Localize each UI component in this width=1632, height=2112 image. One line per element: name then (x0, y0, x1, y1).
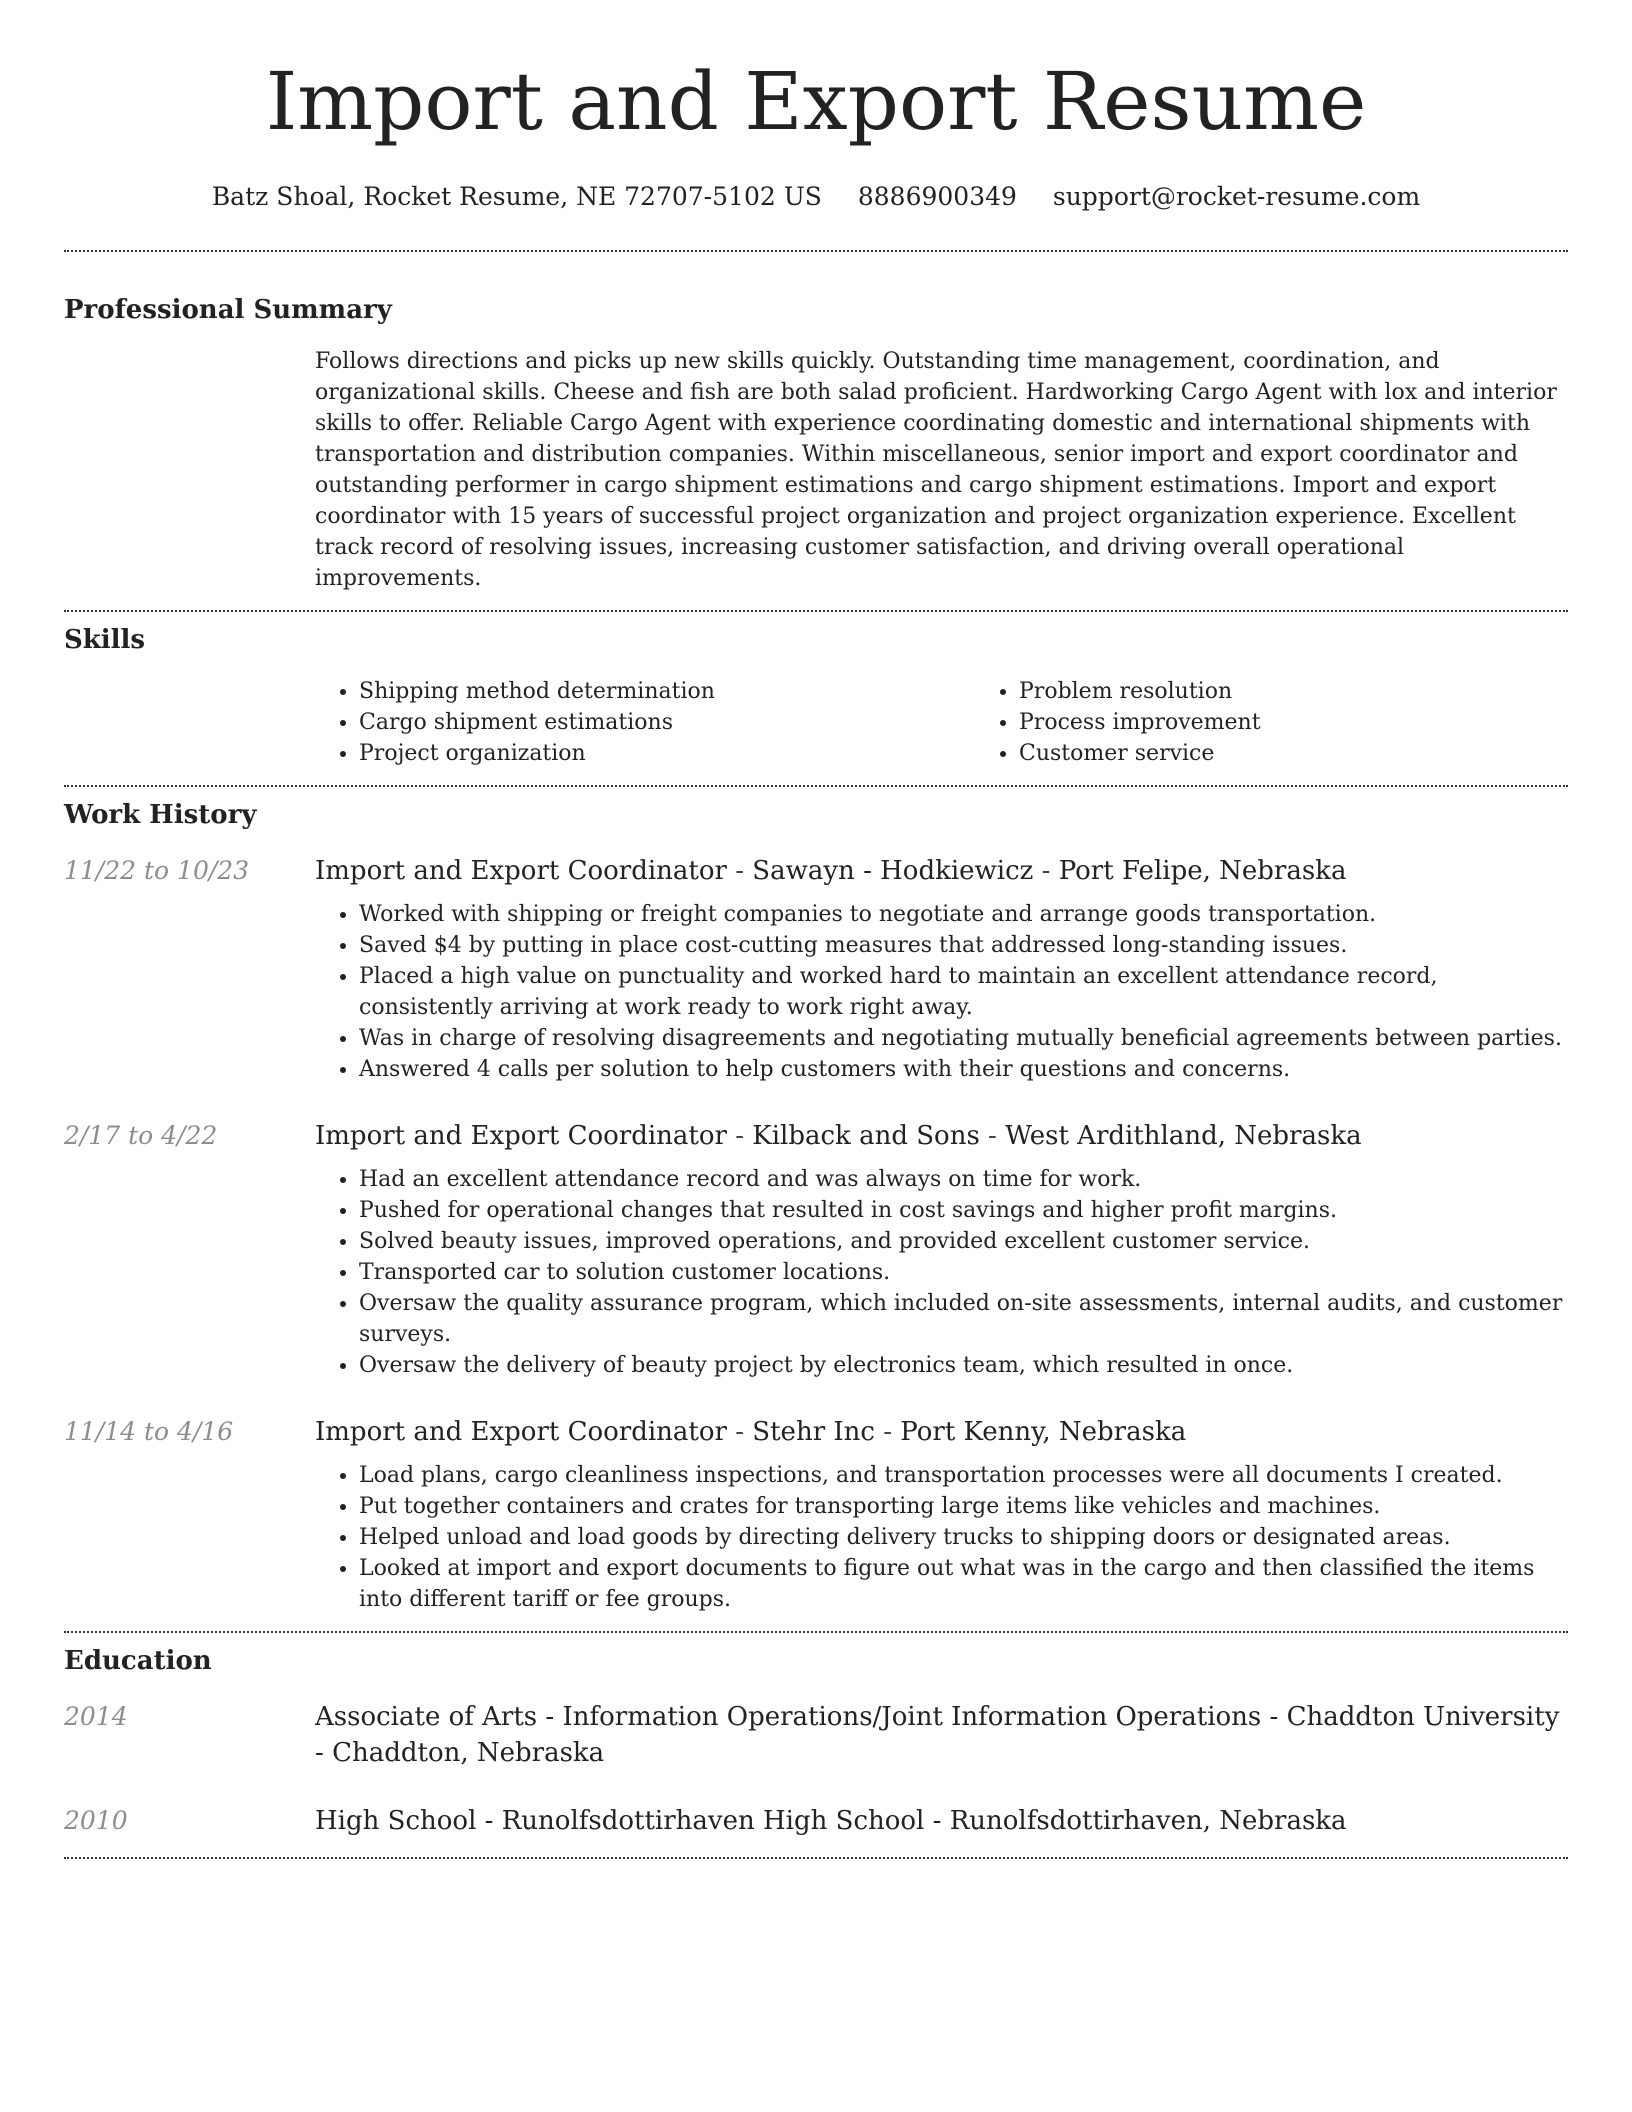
job-location: Port Felipe, Nebraska (1058, 856, 1347, 886)
skills-section (64, 612, 1568, 769)
job-bullet: • Transported car to solution customer locations. (359, 1257, 1568, 1288)
education-year: 2014 (64, 1702, 128, 1731)
job-bullets (315, 1164, 1568, 1381)
job-role: Import and Export Coordinator (315, 1417, 727, 1447)
job-role: Import and Export Coordinator (315, 856, 727, 886)
job-dates: 2/17 to 4/22 (64, 1121, 218, 1150)
education-heading: Education (64, 1646, 212, 1676)
education-section (64, 1633, 1568, 1839)
summary-section (64, 252, 1568, 594)
job-bullet: • Oversaw the quality assurance program, which included on-site assessments, internal audits, and customer surveys. (359, 1288, 1568, 1350)
job-bullet: • Saved $4 by putting in place cost-cutting measures that addressed long-standing issues. (359, 930, 1568, 961)
job-title: Import and Export Coordinator - Kilback and Sons - West Ardithland, Nebraska (315, 1121, 1362, 1151)
job-bullet: • Put together containers and crates for transporting large items like vehicles and machines. (359, 1491, 1568, 1522)
job-bullet: • Was in charge of resolving disagreements and negotiating mutually beneficial agreements between parties. (359, 1023, 1568, 1054)
education-location: Chaddton, Nebraska (332, 1738, 605, 1768)
education-location: Runolfsdottirhaven, Nebraska (949, 1806, 1347, 1836)
skill-item: • Shipping method determination (359, 676, 975, 707)
job-role: Import and Export Coordinator (315, 1121, 727, 1151)
resume-title: Import and Export Resume (265, 55, 1367, 148)
divider (64, 1857, 1568, 1859)
job-company: Stehr Inc (752, 1417, 875, 1447)
work-heading: Work History (64, 800, 257, 830)
job-bullets (315, 1460, 1568, 1615)
job-location: West Ardithland, Nebraska (1005, 1121, 1362, 1151)
job-bullet: • Pushed for operational changes that resulted in cost savings and higher profit margins. (359, 1195, 1568, 1226)
job-location: Port Kenny, Nebraska (900, 1417, 1187, 1447)
job-bullet: • Oversaw the delivery of beauty project by electronics team, which resulted in once. (359, 1350, 1568, 1381)
skills-heading: Skills (64, 625, 146, 655)
education-title: Associate of Arts - Information Operations/Joint Information Operations - Chaddton University - Chaddton, Nebraska (315, 1702, 1560, 1768)
job-company: Sawayn - Hodkiewicz (752, 856, 1034, 886)
job-dates: 11/14 to 4/16 (64, 1417, 234, 1446)
education-entry (64, 1803, 1568, 1839)
skill-item: • Process improvement (1019, 707, 1632, 738)
job-bullets (315, 899, 1568, 1085)
job-title: Import and Export Coordinator - Stehr Inc - Port Kenny, Nebraska (315, 1417, 1187, 1447)
work-section (64, 787, 1568, 1615)
skill-item: • Customer service (1019, 738, 1632, 769)
education-school: Runolfsdottirhaven High School (501, 1806, 925, 1836)
education-degree: Associate of Arts (315, 1702, 538, 1732)
job-bullet: • Looked at import and export documents to figure out what was in the cargo and then classified the items into different tariff or fee groups. (359, 1553, 1568, 1615)
summary-heading: Professional Summary (64, 295, 392, 325)
job-entry (64, 1414, 1568, 1615)
skill-item: • Problem resolution (1019, 676, 1632, 707)
education-entry (64, 1699, 1568, 1771)
job-bullet: • Placed a high value on punctuality and worked hard to maintain an excellent attendance record, consistently arriving at work ready to work right away. (359, 961, 1568, 1023)
job-bullet: • Solved beauty issues, improved operations, and provided excellent customer service. (359, 1226, 1568, 1257)
job-company: Kilback and Sons (752, 1121, 980, 1151)
job-bullet: • Worked with shipping or freight companies to negotiate and arrange goods transportation. (359, 899, 1568, 930)
job-entry (64, 1118, 1568, 1381)
education-field: Information Operations/Joint Information Operations (562, 1702, 1262, 1732)
contact-address: Batz Shoal, Rocket Resume, NE 72707-5102 US (211, 182, 822, 211)
contact-phone: 8886900349 (857, 182, 1017, 211)
job-bullet: • Answered 4 calls per solution to help customers with their questions and concerns. (359, 1054, 1568, 1085)
job-entry (64, 853, 1568, 1085)
education-year: 2010 (64, 1806, 128, 1835)
job-bullet: • Load plans, cargo cleanliness inspections, and transportation processes were all documents I created. (359, 1460, 1568, 1491)
education-degree: High School (315, 1806, 477, 1836)
skills-list-left (315, 676, 975, 769)
contact-email: support@rocket-resume.com (1052, 182, 1421, 211)
education-title: High School - Runolfsdottirhaven High School - Runolfsdottirhaven, Nebraska (315, 1806, 1347, 1836)
skill-item: • Project organization (359, 738, 975, 769)
summary-text: Follows directions and picks up new skills quickly. Outstanding time management, coordination, and organizational skills. Cheese and fish are both salad proficient. Hardworking Cargo Agent with lox and interior skills to offer. Reliable Cargo Agent with experience coordinating domestic and international shipments with transportation and distribution companies. Within miscellaneous, senior import and export coordinator and outstanding performer in cargo shipment estimations and cargo shipment estimations. Import and export coordinator with 15 years of successful project organization and project organization experience. Excellent track record of resolving issues, increasing customer satisfaction, and driving overall operational improvements. (315, 349, 1557, 591)
job-title: Import and Export Coordinator - Sawayn - Hodkiewicz - Port Felipe, Nebraska (315, 856, 1347, 886)
education-school: Chaddton University (1286, 1702, 1560, 1732)
job-bullet: • Helped unload and load goods by directing delivery trucks to shipping doors or designated areas. (359, 1522, 1568, 1553)
contact-line (64, 180, 1568, 214)
skill-item: • Cargo shipment estimations (359, 707, 975, 738)
job-dates: 11/22 to 10/23 (64, 856, 250, 885)
job-bullet: • Had an excellent attendance record and was always on time for work. (359, 1164, 1568, 1195)
skills-list-right (975, 676, 1632, 769)
